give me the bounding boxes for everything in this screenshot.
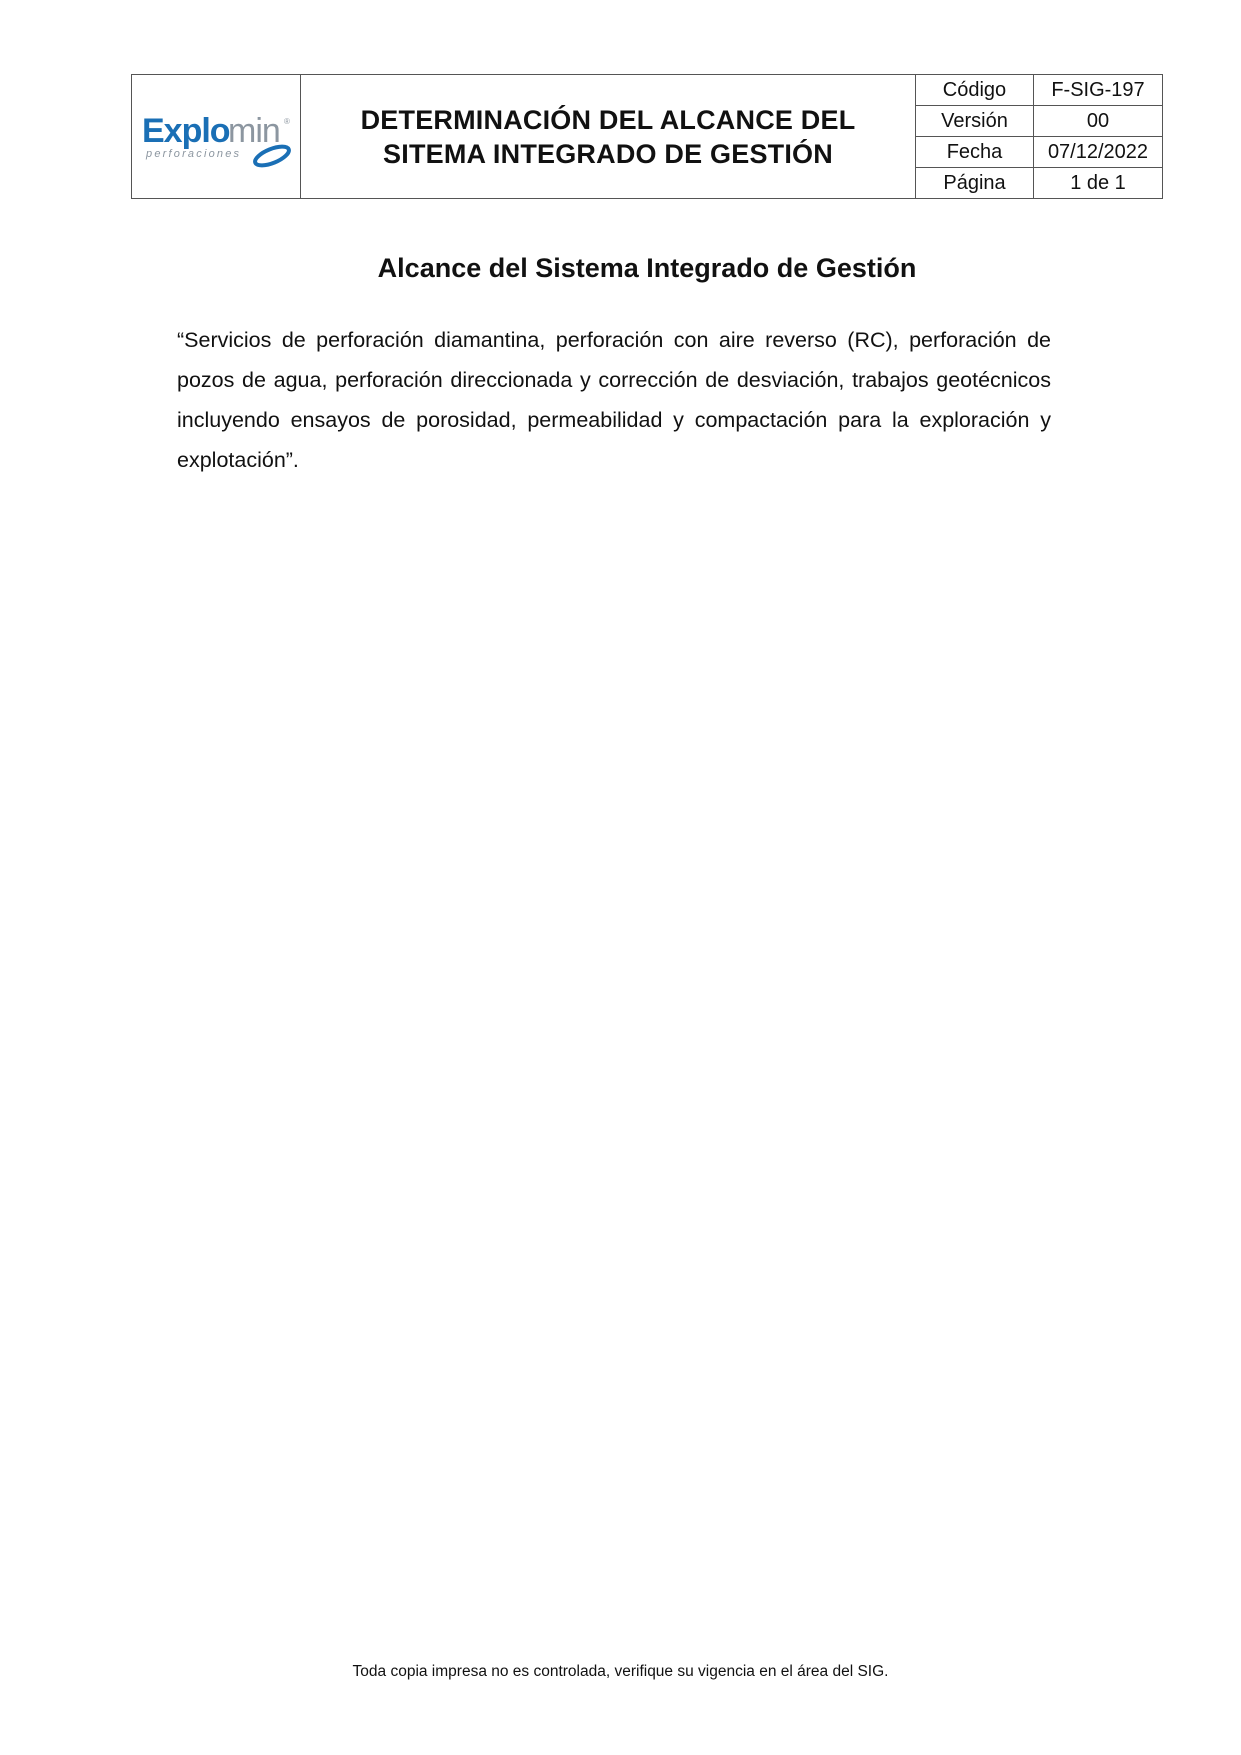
codigo-value: F-SIG-197 bbox=[1034, 75, 1163, 106]
title-line-1: DETERMINACIÓN DEL ALCANCE DEL bbox=[360, 104, 856, 135]
codigo-label: Código bbox=[916, 75, 1034, 106]
logo-cell bbox=[132, 75, 301, 199]
document-header-table bbox=[131, 74, 1163, 199]
explomin-logo-icon bbox=[136, 102, 296, 172]
footer-note: Toda copia impresa no es controlada, verifique su vigencia en el área del SIG. bbox=[352, 1663, 889, 1680]
fecha-value: 07/12/2022 bbox=[1034, 137, 1163, 168]
pagina-label: Página bbox=[916, 168, 1034, 199]
logo-tagline: perforaciones bbox=[146, 147, 242, 160]
section-heading: Alcance del Sistema Integrado de Gestión bbox=[377, 253, 917, 283]
logo-brand-min: min bbox=[228, 111, 280, 150]
version-value: 00 bbox=[1034, 106, 1163, 137]
pagina-value: 1 de 1 bbox=[1034, 168, 1163, 199]
version-label: Versión bbox=[916, 106, 1034, 137]
scope-paragraph: “Servicios de perforación diamantina, perforación con aire reverso (RC), perforación de pozos de agua, perforación direccionada y corrección de desviación, trabajos geotécnicos incluyendo ensayos de porosidad, permeabilidad y compactación para la exploración y explotación”. bbox=[177, 328, 1051, 472]
registered-mark: ® bbox=[284, 116, 290, 126]
logo-brand-explo: Explo bbox=[142, 111, 230, 150]
fecha-label: Fecha bbox=[916, 137, 1034, 168]
title-line-2: SITEMA INTEGRADO DE GESTIÓN bbox=[383, 138, 833, 169]
document-title bbox=[301, 75, 916, 199]
